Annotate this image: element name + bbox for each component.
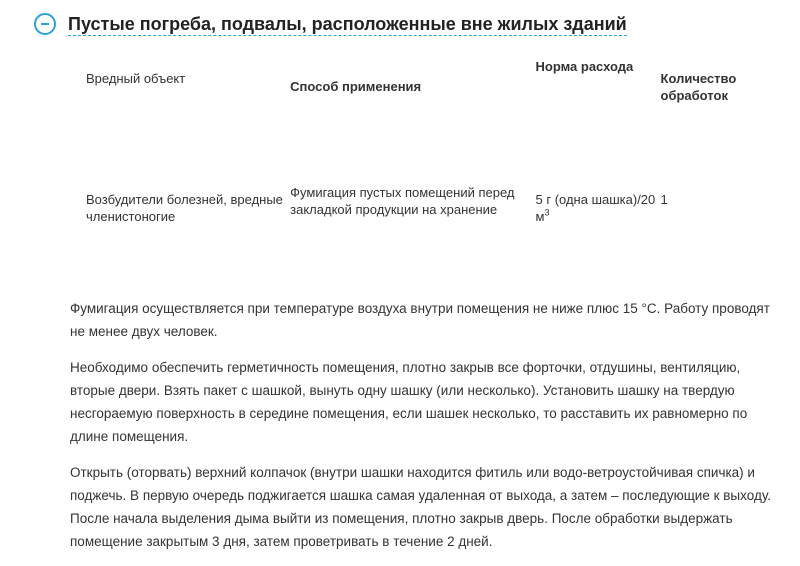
cell-method-text: Фумигация пустых помещений перед закладкой продукции на хранение <box>290 185 515 217</box>
cell-count <box>661 178 770 268</box>
cell-method <box>290 178 535 268</box>
header-method-label: Способ применения <box>290 79 422 94</box>
section-title[interactable]: Пустые погреба, подвалы, расположенные вне жилых зданий <box>68 13 627 34</box>
cell-object <box>80 178 290 268</box>
header-count-label: Количество обработок <box>660 71 737 103</box>
cell-count-text: 1 <box>660 192 668 207</box>
paragraph-ignition: Открыть (оторвать) верхний колпачок (внутри шашки находится фитиль или водо-ветроустойчивая спичка) и поджечь. В первую очередь поджигается шашка самая удаленная от выхода, а затем – последующие к выходу. После начала выделения дыма выйти из помещения, плотно закрыв дверь. После обработки выдержать помещение закрытым 3 дня, затем проветривать в течение 2 дней. <box>70 465 771 549</box>
cell-norm-main: 5 г (одна шашка)/20 м <box>535 192 656 224</box>
cell-norm <box>536 178 661 268</box>
section-header[interactable] <box>34 8 627 40</box>
header-object <box>80 50 290 178</box>
header-count <box>661 50 770 178</box>
table-header-row <box>80 50 770 178</box>
header-norm <box>536 50 661 178</box>
header-method <box>290 50 535 178</box>
paragraph-preparation: Необходимо обеспечить герметичность помещения, плотно закрыв все форточки, отдушины, вентиляцию, вторые двери. Взять пакет с шашкой, вынуть одну шашку (или несколько). Установить шашку на твердую несгораемую поверхность в середине помещения, если шашек несколько, то расставить их равномерно по длине помещения. <box>70 360 748 444</box>
norms-table <box>80 50 770 268</box>
instructions <box>70 297 780 566</box>
cell-object-text: Возбудители болезней, вредные членистоногие <box>86 192 283 224</box>
minus-circle-icon[interactable] <box>34 13 56 35</box>
paragraph-temperature: Фумигация осуществляется при температуре воздуха внутри помещения не ниже плюс 15 °C. Работу проводят не менее двух человек. <box>70 301 770 339</box>
cell-norm-sup: 3 <box>544 207 550 218</box>
header-norm-label: Норма расхода <box>535 59 634 74</box>
header-object-label: Вредный объект <box>86 71 186 86</box>
cell-norm-text <box>536 178 661 225</box>
table-row <box>80 178 770 268</box>
